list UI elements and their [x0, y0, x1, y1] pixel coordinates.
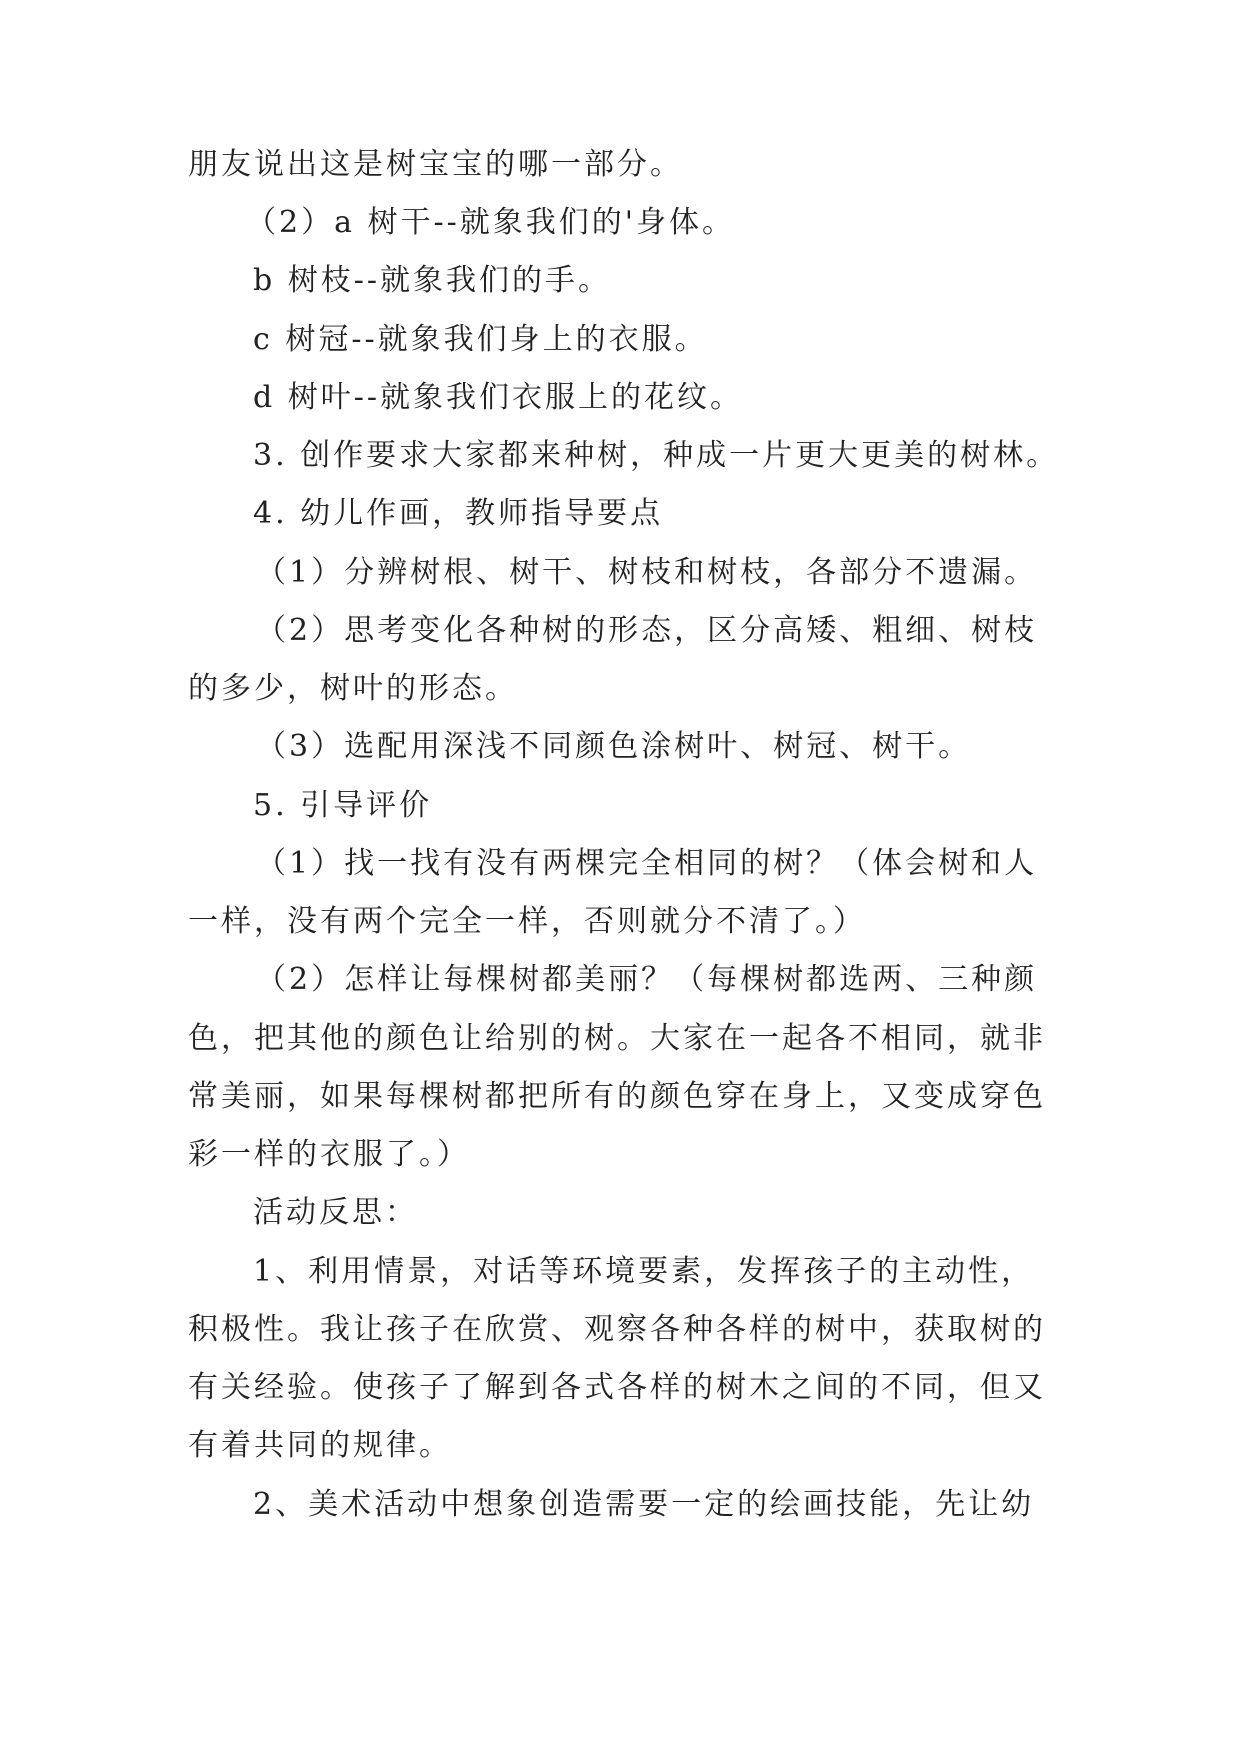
- text-line: 色，把其他的颜色让给别的树。大家在一起各不相同，就非: [188, 1021, 1046, 1056]
- text-line: （2）思考变化各种树的形态，区分高矮、粗细、树枝: [256, 613, 1038, 648]
- text-line: d 树叶--就象我们衣服上的花纹。: [253, 380, 744, 415]
- text-line: 有着共同的规律。: [188, 1428, 452, 1463]
- text-line: （2）a 树干--就象我们的'身体。: [246, 205, 736, 240]
- text-line: 2、美术活动中想象创造需要一定的绘画技能，先让幼: [253, 1487, 1035, 1522]
- text-line: 3. 创作要求大家都来种树，种成一片更大更美的树林。: [253, 438, 1060, 473]
- text-line: b 树枝--就象我们的手。: [253, 263, 612, 298]
- text-line: （1）分辨树根、树干、树枝和树枝，各部分不遗漏。: [256, 555, 1038, 590]
- text-line: 1、利用情景，对话等环境要素，发挥孩子的主动性，: [253, 1254, 1035, 1289]
- text-line: 一样，没有两个完全一样，否则就分不清了。）: [188, 904, 866, 939]
- text-line: 的多少，树叶的形态。: [188, 671, 518, 706]
- text-line: 彩一样的衣服了。）: [188, 1137, 470, 1172]
- text-line: 4. 幼儿作画，教师指导要点: [253, 496, 664, 531]
- text-line: 活动反思：: [253, 1195, 418, 1230]
- text-line: （2）怎样让每棵树都美丽？（每棵树都选两、三种颜: [256, 962, 1038, 997]
- text-line: （3）选配用深浅不同颜色涂树叶、树冠、树干。: [256, 729, 972, 764]
- text-line: 常美丽，如果每棵树都把所有的颜色穿在身上，又变成穿色: [188, 1079, 1046, 1114]
- text-line: 5. 引导评价: [253, 788, 433, 823]
- text-line: 积极性。我让孩子在欣赏、观察各种各样的树中，获取树的: [188, 1312, 1046, 1347]
- text-line: 有关经验。使孩子了解到各式各样的树木之间的不同，但又: [188, 1370, 1046, 1405]
- text-line: （1）找一找有没有两棵完全相同的树？（体会树和人: [256, 846, 1038, 881]
- text-line: 朋友说出这是树宝宝的哪一部分。: [188, 147, 683, 182]
- text-line: c 树冠--就象我们身上的衣服。: [253, 322, 708, 357]
